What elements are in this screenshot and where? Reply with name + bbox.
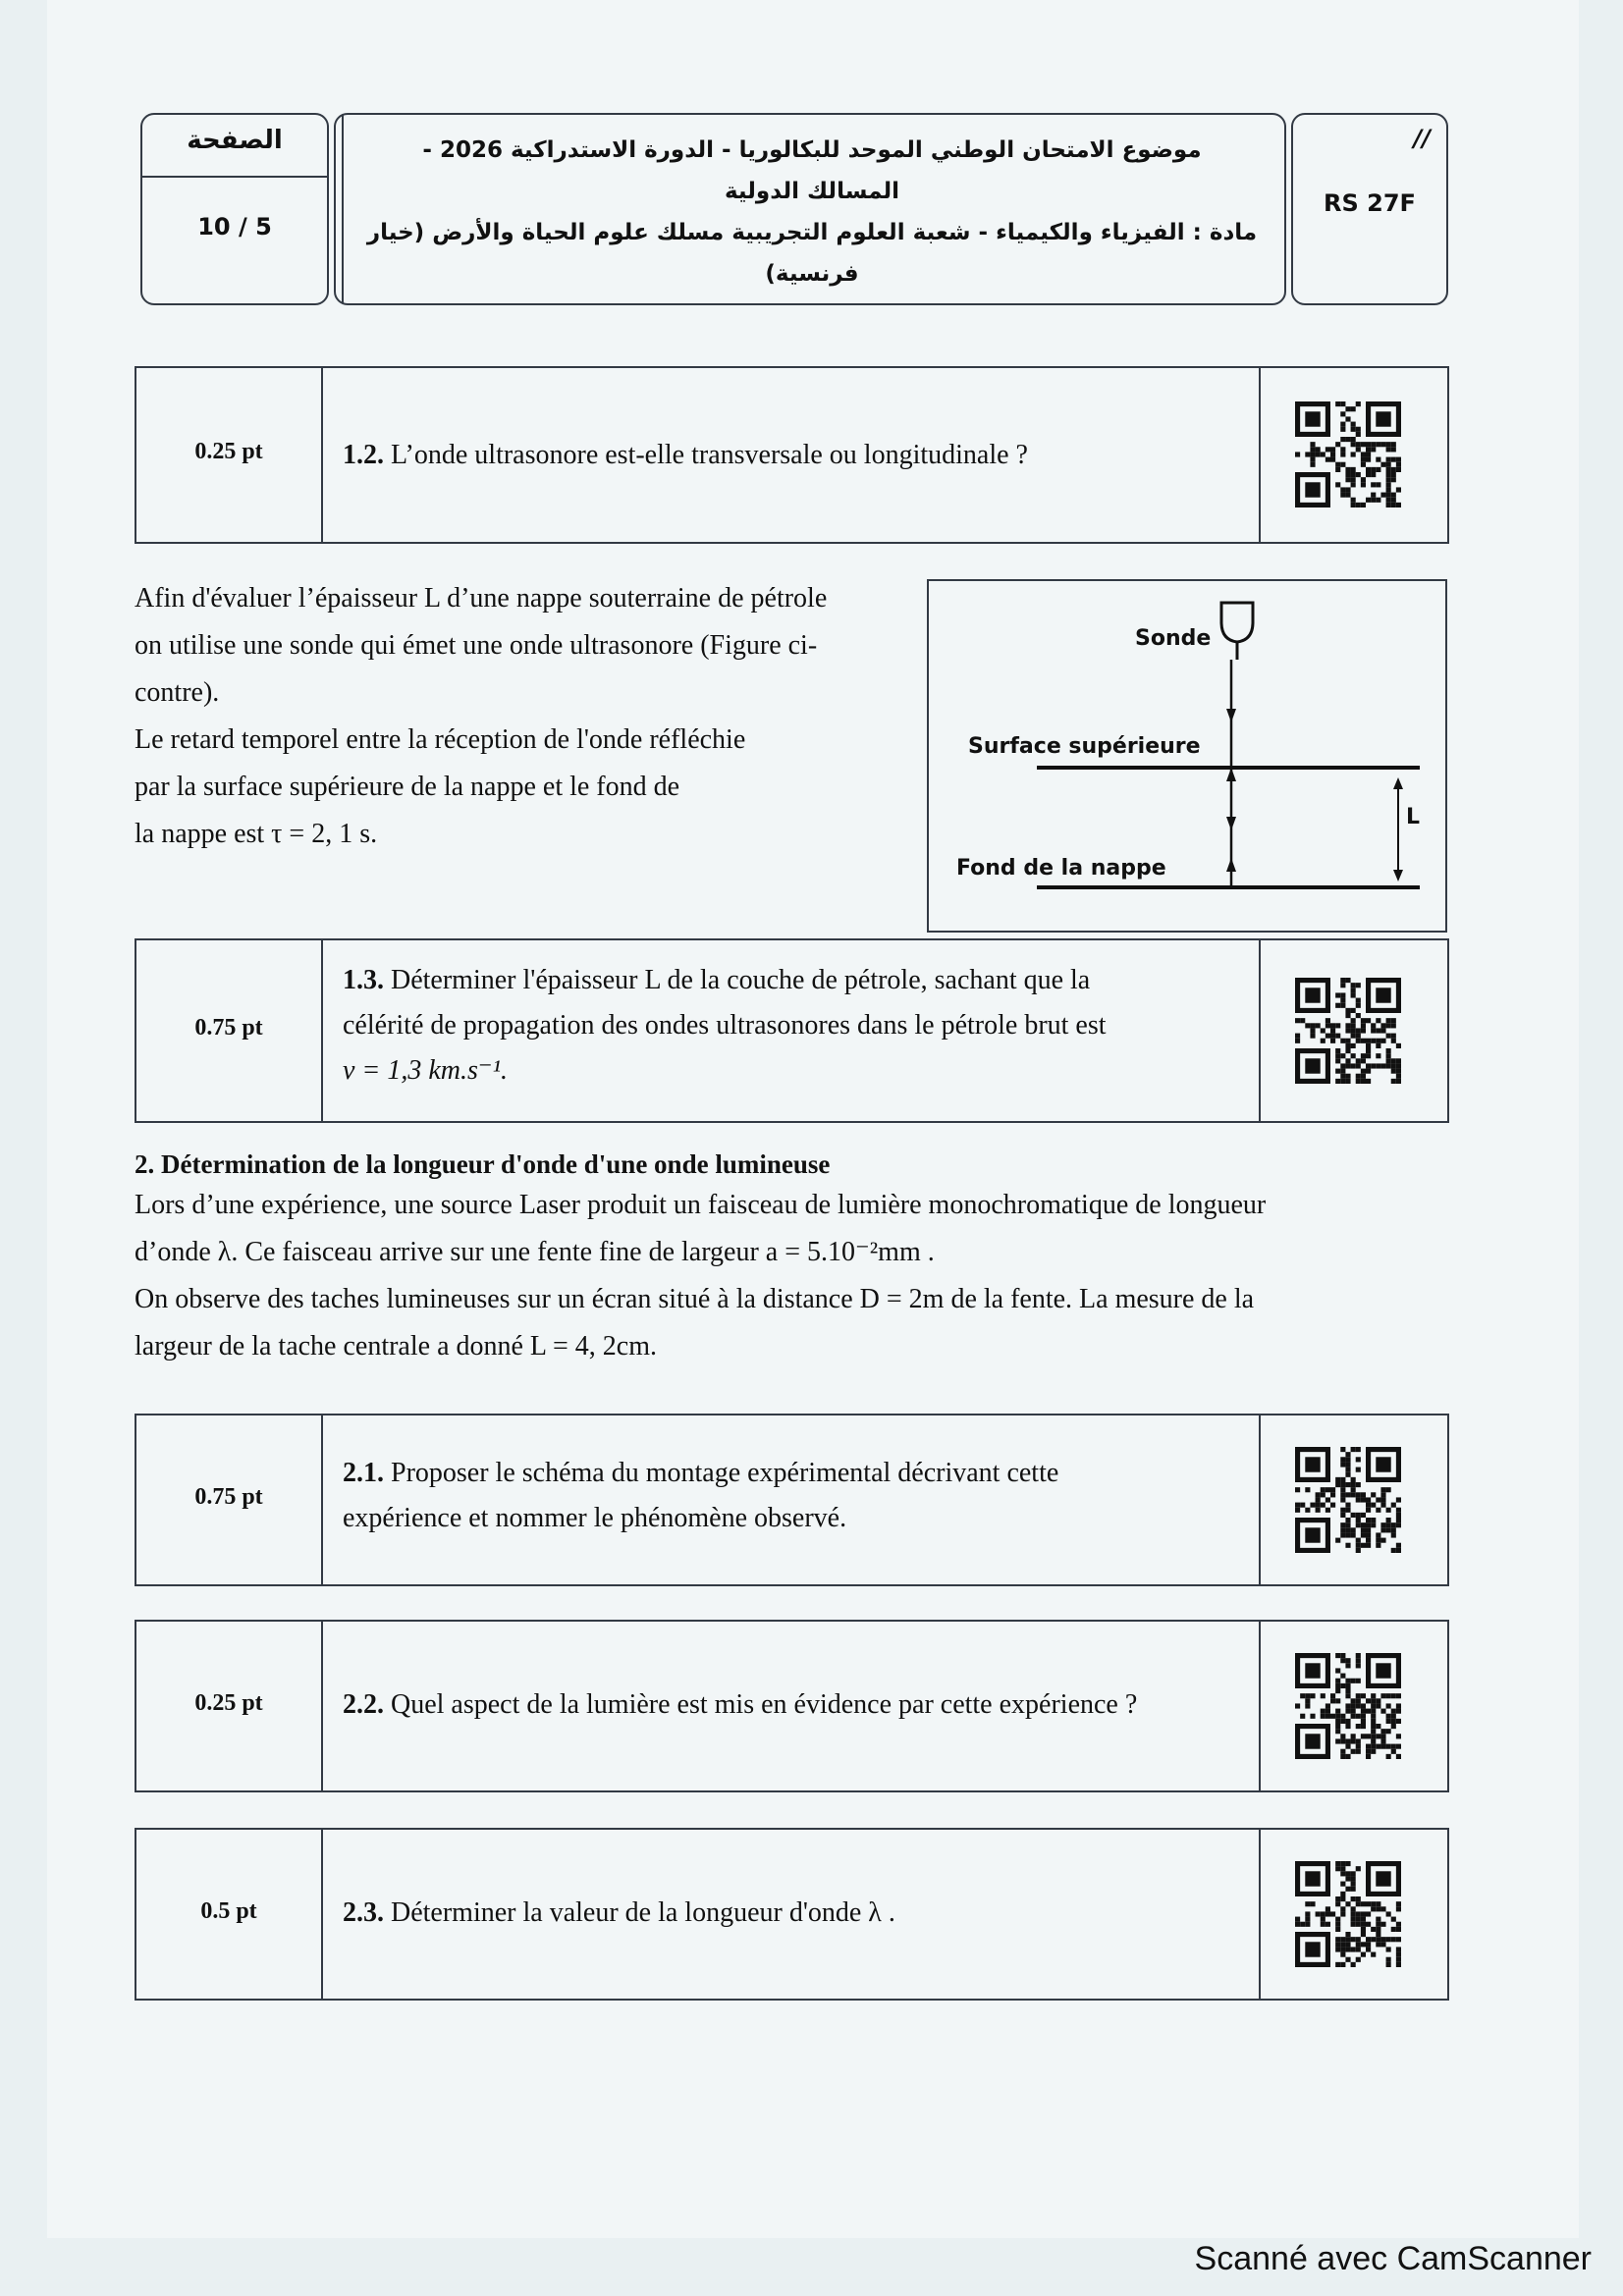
section-2-line-2: d’onde λ. Ce faisceau arrive sur une fente fine de largeur a = 5.10⁻²mm .: [135, 1237, 935, 1267]
arrow-down-2: [1226, 817, 1236, 830]
question-line-2: expérience et nommer le phénomène observé.: [343, 1503, 847, 1533]
thickness-arrow-head-bottom: [1393, 870, 1403, 881]
question-number: 1.3.: [343, 965, 384, 995]
question-number: 2.2.: [343, 1689, 384, 1720]
exam-code: RS 27F: [1324, 189, 1416, 217]
section-2-line-4: largeur de la tache centrale a donné L = 4, 2cm.: [135, 1331, 657, 1362]
intro-line-5: par la surface supérieure de la nappe et le fond de: [135, 772, 680, 802]
question-2-3: [135, 1828, 1449, 2001]
title-line-3: مادة : الفيزياء والكيمياء - شعبة العلوم التجريبية مسلك علوم الحياة والأرض (خيار: [366, 220, 1258, 245]
probe-icon: [1221, 603, 1253, 642]
question-body: L’onde ultrasonore est-elle transversale ou longitudinale ?: [384, 440, 1028, 470]
camscanner-footer: Scanné avec CamScanner: [1194, 2240, 1592, 2277]
col-divider: [1259, 1830, 1261, 1999]
qr-code-icon[interactable]: [1295, 1861, 1401, 1967]
question-body: Déterminer la valeur de la longueur d'onde λ .: [384, 1897, 895, 1928]
label-fond: Fond de la nappe: [956, 856, 1166, 881]
label-surface: Surface supérieure: [968, 734, 1201, 759]
intro-paragraph: [135, 575, 920, 858]
page-box: [140, 113, 329, 305]
section-2-line-3: On observe des taches lumineuses sur un écran situé à la distance D = 2m de la fente. La mesure de la: [135, 1284, 1255, 1314]
title-line-4: فرنسية): [765, 261, 859, 287]
qr-code-icon[interactable]: [1295, 1447, 1401, 1553]
arrow-up-2: [1226, 858, 1236, 872]
col-divider: [1259, 1622, 1261, 1790]
intro-line-1: Afin d'évaluer l’épaisseur L d’une nappe souterraine de pétrole: [135, 583, 828, 614]
thickness-arrow-head-top: [1393, 777, 1403, 789]
points: 0.75 pt: [194, 1015, 263, 1041]
label-sonde: Sonde: [1135, 626, 1212, 651]
qr-code-icon[interactable]: [1295, 1653, 1401, 1759]
title-line-1: موضوع الامتحان الوطني الموحد للبكالوريا - الدورة الاستدراكية 2026 -: [422, 137, 1202, 163]
points: 0.25 pt: [194, 1690, 263, 1716]
arrow-down-1: [1226, 709, 1236, 722]
intro-line-6: la nappe est τ = 2, 1 s.: [135, 819, 378, 849]
points: 0.25 pt: [194, 439, 263, 464]
title-box-inner-line: [342, 115, 344, 303]
page-label: الصفحة: [187, 126, 283, 155]
question-text: [343, 1891, 1246, 1936]
question-2-1: [135, 1414, 1449, 1586]
col-divider: [321, 368, 323, 542]
question-line-2: célérité de propagation des ondes ultrasonores dans le pétrole brut est: [343, 1010, 1107, 1041]
question-line-1: Déterminer l'épaisseur L de la couche de pétrole, sachant que la: [384, 965, 1091, 995]
col-divider: [321, 1622, 323, 1790]
page-box-divider: [142, 176, 327, 178]
page-number: 10 / 5: [197, 213, 272, 240]
col-divider: [321, 1415, 323, 1584]
question-text: [343, 958, 1246, 1094]
intro-line-3: contre).: [135, 677, 220, 708]
question-number: 2.1.: [343, 1458, 384, 1488]
qr-code-icon[interactable]: [1295, 401, 1401, 507]
col-divider: [321, 940, 323, 1121]
intro-line-2: on utilise une sonde qui émet une onde ultrasonore (Figure ci-: [135, 630, 818, 661]
question-line-1: Proposer le schéma du montage expérimental décrivant cette: [384, 1458, 1059, 1488]
label-L: L: [1406, 805, 1421, 829]
question-1-2: [135, 366, 1449, 544]
question-1-3: [135, 938, 1449, 1123]
question-line-3: v = 1,3 km.s⁻¹.: [343, 1055, 509, 1086]
figure-sonde: [927, 579, 1447, 933]
question-number: 1.2.: [343, 440, 384, 470]
col-divider: [1259, 368, 1261, 542]
question-number: 2.3.: [343, 1897, 384, 1928]
col-divider: [1259, 940, 1261, 1121]
section-2-title: 2. Détermination de la longueur d'onde d'une onde lumineuse: [135, 1149, 831, 1179]
title-box: [334, 113, 1286, 305]
mark: //: [1413, 125, 1431, 152]
question-text: [343, 1682, 1246, 1728]
section-2-line-1: Lors d’une expérience, une source Laser produit un faisceau de lumière monochromatique de longueur: [135, 1190, 1267, 1220]
col-divider: [1259, 1415, 1261, 1584]
question-2-2: [135, 1620, 1449, 1792]
intro-line-4: Le retard temporel entre la réception de l'onde réfléchie: [135, 724, 746, 755]
qr-code-icon[interactable]: [1295, 978, 1401, 1084]
points: 0.5 pt: [200, 1898, 257, 1924]
col-divider: [321, 1830, 323, 1999]
code-box: [1291, 113, 1448, 305]
question-body: Quel aspect de la lumière est mis en évidence par cette expérience ?: [384, 1689, 1138, 1720]
title-line-2: المسالك الدولية: [724, 179, 900, 204]
arrow-up-1: [1226, 768, 1236, 781]
question-text: [343, 1451, 1246, 1541]
section-2: [135, 1147, 1450, 1370]
points: 0.75 pt: [194, 1484, 263, 1510]
question-text: [343, 433, 1246, 478]
